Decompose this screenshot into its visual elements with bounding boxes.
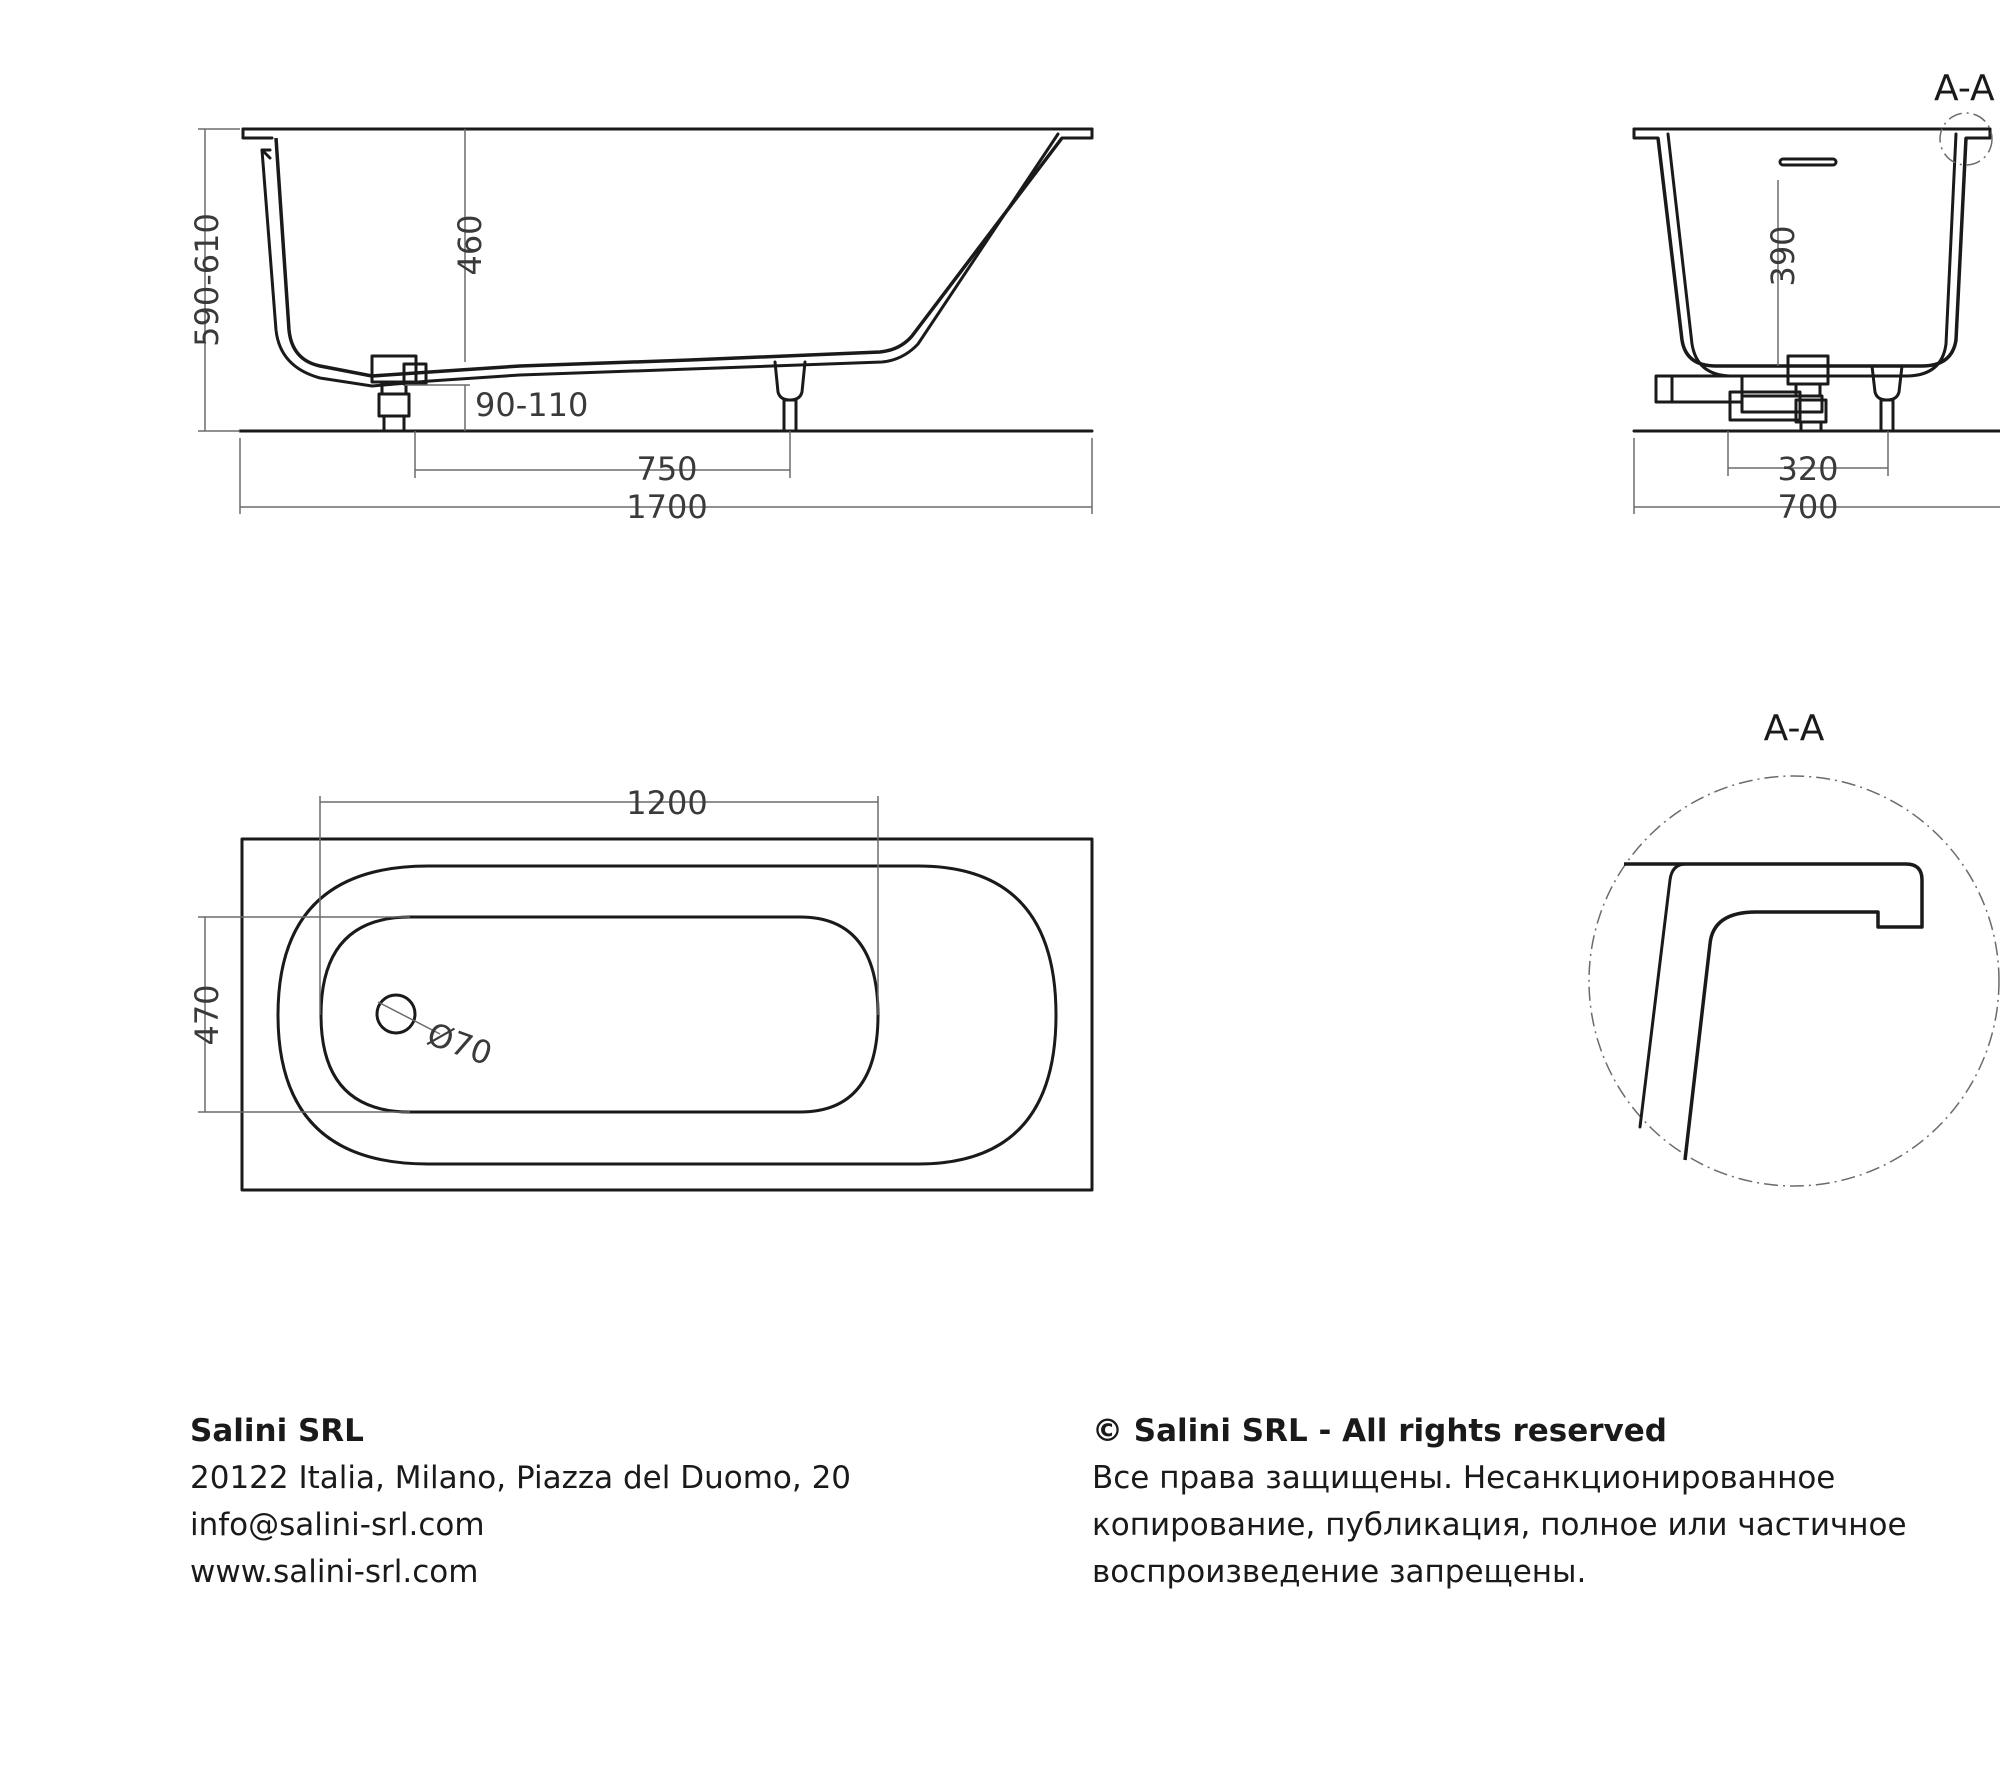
plan-width-dim: 470 [188,984,226,1046]
end-view [1634,68,2000,526]
company-address: 20122 Italia, Milano, Piazza del Duomo, 20 [190,1460,852,1496]
plan-outline [242,839,1092,1190]
detail-outer-wall [1640,864,1686,1127]
copyright-heading: © Salini SRL - All rights reserved [1092,1413,1667,1449]
side-support-leg [775,362,805,431]
company-info [190,1408,851,1596]
side-tub-outer [276,138,1062,376]
copyright-notice [1092,1408,1907,1596]
company-website[interactable]: www.salini-srl.com [190,1554,479,1590]
plan-drain [377,995,415,1033]
side-length-dim: 1700 [626,488,708,526]
plan-length-dim: 1200 [626,784,708,822]
side-tub-inner [262,134,1058,386]
notice-line: копирование, публикация, полное или частичное [1092,1507,1907,1543]
side-foot-dim: 90-110 [475,386,589,424]
plan-drain-dim: Ø70 [422,1014,498,1074]
company-email[interactable]: info@salini-srl.com [190,1507,485,1543]
plan-basin [321,917,878,1112]
plan-rim-inner [278,866,1056,1164]
end-tub-outer [1658,138,1966,366]
end-tub-inner [1668,134,1956,376]
side-waste-fitting [372,356,426,431]
plan-dimensions [198,796,878,1112]
end-section-label: A-A [1934,68,1995,109]
detail-section-label: A-A [1763,708,1825,749]
notice-line: Все права защищены. Несанкционированное [1092,1460,1836,1496]
end-depth-dim: 390 [1764,225,1802,287]
side-view [188,129,1092,526]
side-legs-dim: 750 [636,450,698,488]
detail-rim-profile [1624,864,1922,1160]
side-height-dim: 590-610 [188,213,226,347]
company-name: Salini SRL [190,1413,364,1449]
notice-line: воспроизведение запрещены. [1092,1554,1587,1590]
side-depth-dim: 460 [451,214,489,276]
detail-view [1589,708,1999,1186]
end-width-dim: 700 [1777,488,1839,526]
end-legs-dim: 320 [1777,450,1839,488]
plan-view [188,784,1092,1190]
detail-circle [1589,776,1999,1186]
end-overflow-slot [1780,159,1836,165]
